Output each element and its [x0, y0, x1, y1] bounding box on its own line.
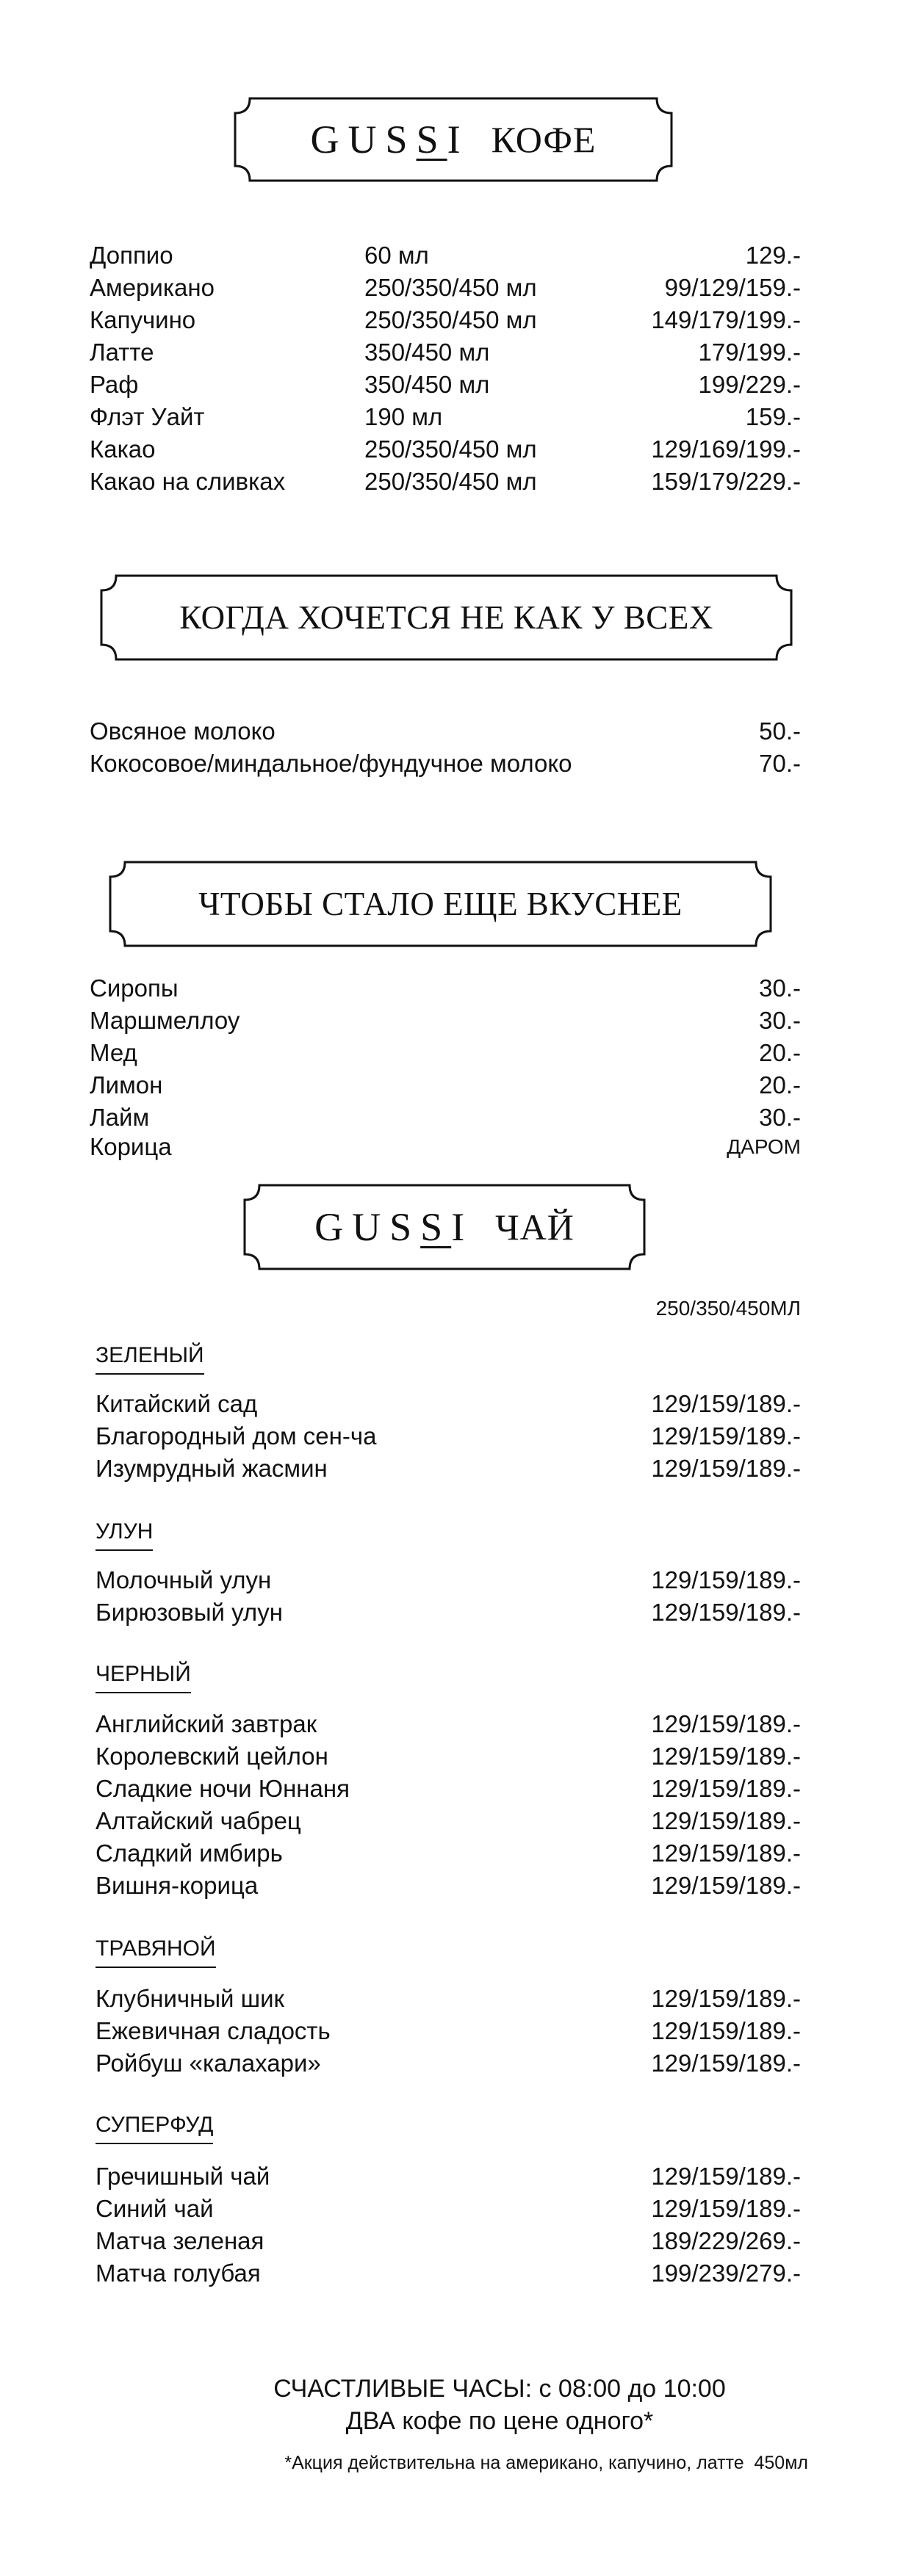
- tea-category-title: ТРАВЯНОЙ: [96, 1934, 216, 1968]
- list-item: Сладкие ночи Юннаня 129/159/189.-: [96, 1775, 801, 1802]
- promo-happy-hours: СЧАСТЛИВЫЕ ЧАСЫ: с 08:00 до 10:00: [273, 2375, 726, 2403]
- tea-volumes: 250/350/450МЛ: [655, 1297, 801, 1320]
- list-item: Капучино 250/350/450 мл 149/179/199.-: [90, 306, 801, 333]
- list-item: Сладкий имбирь 129/159/189.-: [96, 1839, 801, 1867]
- addons-title: ЧТОБЫ СТАЛО ЕЩЕ ВКУСНЕЕ: [198, 886, 683, 922]
- list-item: Молочный улун 129/159/189.-: [96, 1566, 801, 1593]
- milk-header-frame: [96, 573, 797, 662]
- tea-title: [239, 1182, 650, 1272]
- list-item: Лимон 20.-: [90, 1071, 801, 1099]
- list-item: Изумрудный жасмин 129/159/189.-: [96, 1455, 801, 1482]
- list-item: Сиропы 30.-: [90, 974, 801, 1002]
- milk-title: КОГДА ХОЧЕТСЯ НЕ КАК У ВСЕХ: [179, 599, 713, 636]
- list-item: Раф 350/450 мл 199/229.-: [90, 371, 801, 398]
- list-item: Королевский цейлон 129/159/189.-: [96, 1743, 801, 1770]
- list-item: Какао на сливках 250/350/450 мл 159/179/229.-: [90, 468, 801, 495]
- list-item: Китайский сад 129/159/189.-: [96, 1390, 801, 1417]
- list-item: Бирюзовый улун 129/159/189.-: [96, 1599, 801, 1626]
- brand-logo: GUSSI: [310, 117, 469, 162]
- list-item: Алтайский чабрец 129/159/189.-: [96, 1807, 801, 1834]
- tea-title-word: ЧАЙ: [495, 1206, 575, 1248]
- promo-offer: ДВА кофе по цене одного*: [345, 2407, 654, 2435]
- list-item: Ежевичная сладость 129/159/189.-: [96, 2017, 801, 2044]
- list-item: Американо 250/350/450 мл 99/129/159.-: [90, 274, 801, 301]
- list-item: Овсяное молоко 50.-: [90, 717, 801, 745]
- list-item: Какао 250/350/450 мл 129/169/199.-: [90, 435, 801, 463]
- list-item: Ройбуш «калахари» 129/159/189.-: [96, 2049, 801, 2077]
- list-item: Вишня-корица 129/159/189.-: [96, 1872, 801, 1899]
- brand-logo: GUSSI: [314, 1205, 474, 1249]
- list-item: Благородный дом сен-ча 129/159/189.-: [96, 1422, 801, 1450]
- promo-footnote: *Акция действительна на американо, капучино, латте 450мл: [284, 2453, 808, 2473]
- list-item: Флэт Уайт 190 мл 159.-: [90, 403, 801, 430]
- tea-category-title: ЧЕРНЫЙ: [96, 1660, 191, 1693]
- tea-category-title: СУПЕРФУД: [96, 2110, 213, 2144]
- coffee-title-word: КОФЕ: [491, 119, 597, 160]
- list-item: Клубничный шик 129/159/189.-: [96, 1985, 801, 2012]
- list-item: Матча голубая 199/239/279.-: [96, 2260, 801, 2287]
- list-item: Корица ДАРОМ: [90, 1133, 801, 1160]
- tea-header-frame: [239, 1182, 650, 1272]
- list-item: Гречишный чай 129/159/189.-: [96, 2163, 801, 2190]
- list-item: Маршмеллоу 30.-: [90, 1007, 801, 1034]
- list-item: Мед 20.-: [90, 1039, 801, 1066]
- list-item: Кокосовое/миндальное/фундучное молоко 70.-: [90, 750, 801, 777]
- list-item: Лайм 30.-: [90, 1104, 801, 1131]
- tea-category-title: ЗЕЛЕНЫЙ: [96, 1341, 204, 1375]
- coffee-header-frame: [229, 95, 677, 184]
- list-item: Латте 350/450 мл 179/199.-: [90, 339, 801, 366]
- list-item: Матча зеленая 189/229/269.-: [96, 2227, 801, 2254]
- list-item: Английский завтрак 129/159/189.-: [96, 1710, 801, 1737]
- list-item: Синий чай 129/159/189.-: [96, 2195, 801, 2222]
- tea-category-title: УЛУН: [96, 1517, 153, 1551]
- coffee-title: [229, 95, 677, 184]
- list-item: Доппио 60 мл 129.-: [90, 242, 801, 269]
- addons-header-frame: [104, 859, 777, 949]
